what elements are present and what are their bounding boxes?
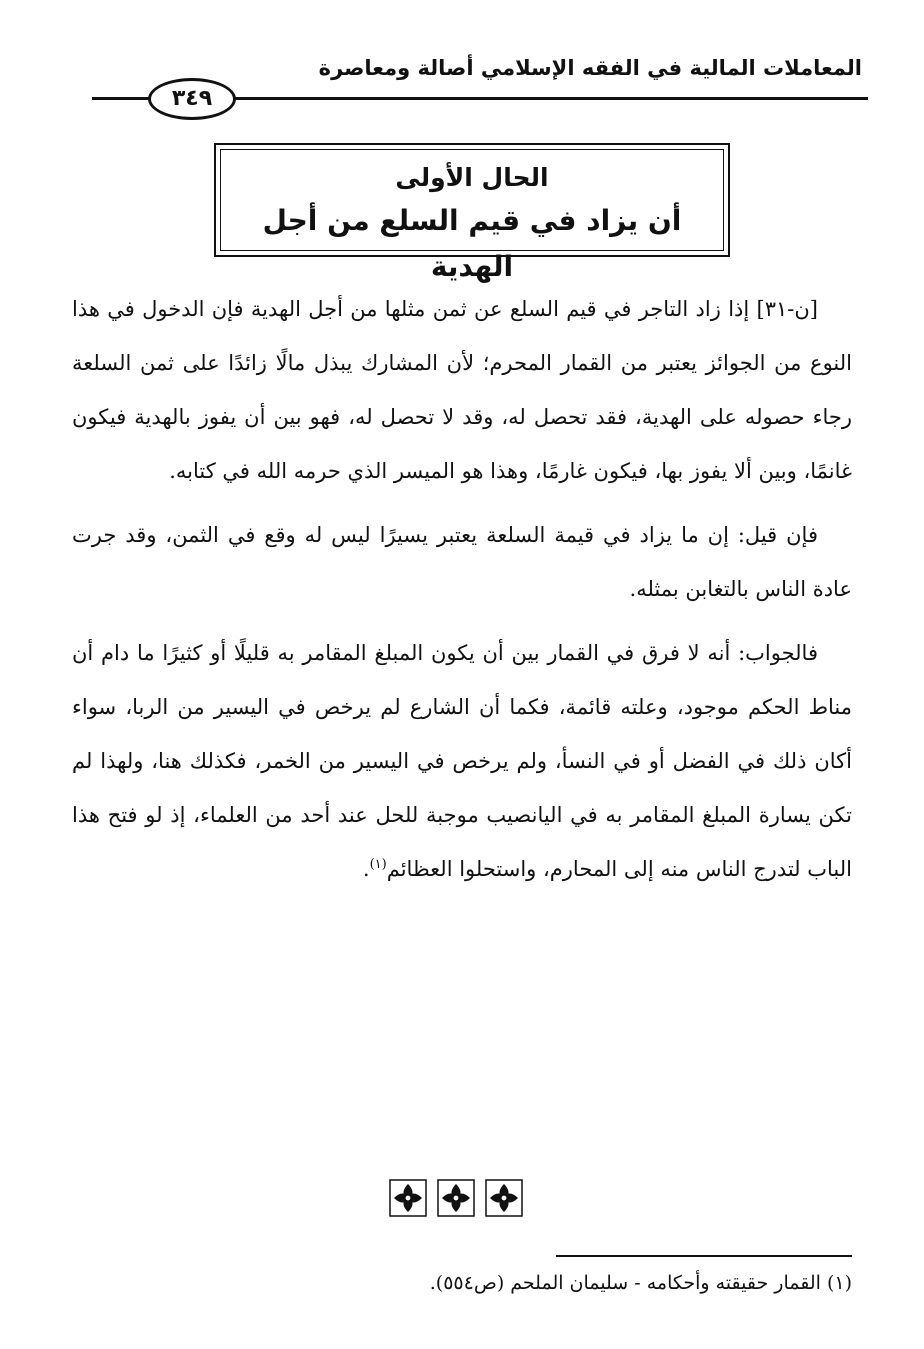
floral-ornament-icon — [436, 1178, 476, 1218]
footnote-reference: (١) — [369, 857, 387, 872]
floral-ornament-icon — [484, 1178, 524, 1218]
paragraph-2: فإن قيل: إن ما يزاد في قيمة السلعة يعتبر يسيرًا ليس له وقع في الثمن، وقد جرت عادة الناس بالتغابن بمثله. — [72, 523, 852, 601]
section-end-ornament — [388, 1178, 524, 1220]
section-title-box — [214, 143, 730, 283]
body-text — [72, 282, 852, 906]
running-header-title: المعاملات المالية في الفقه الإسلامي أصالة ومعاصرة — [318, 56, 862, 80]
section-subtitle: أن يزاد في قيم السلع من أجل الهدية — [262, 204, 682, 283]
paragraph-1: [ن-٣١] إذا زاد التاجر في قيم السلع عن ثمن مثلها من أجل الهدية فإن الدخول في هذا النوع من الجوائز يعتبر من القمار المحرم؛ لأن المشارك يبذل مالًا زائدًا على ثمن السلعة رجاء حصوله على الهدية، فقد تحصل له، وقد لا تحصل له، فهو بين أن يفوز بالهدية فيكون غانمًا، وبين ألا يفوز بها، فيكون غارمًا، وهذا هو الميسر الذي حرمه الله في كتابه. — [72, 297, 852, 483]
page-number: ٣٤٩ — [148, 78, 236, 120]
floral-ornament-icon — [388, 1178, 428, 1218]
paragraph-3-text: فالجواب: أنه لا فرق في القمار بين أن يكون المبلغ المقامر به قليلًا أو كثيرًا ما دام أن مناط الحكم موجود، وعلته قائمة، فكما أن الشارع لم يرخص في اليسير من الربا، سواء أكان ذلك في الفضل أو في النسأ، ولم يرخص في اليسير من الخمر، فكذلك هنا، ولهذا لم تكن يسارة المبلغ المقامر به في اليانصيب موجبة للحل عند أحد من العلماء، إذ لو فتح هذا الباب لتدرج الناس منه إلى المحارم، واستحلوا العظائم — [72, 641, 852, 881]
paragraph-3 — [72, 626, 852, 896]
footnote: (١) القمار حقيقته وأحكامه - سليمان الملحم (ص٥٥٤). — [429, 1272, 852, 1294]
paragraph-3-end: . — [362, 857, 370, 881]
footnote-rule — [556, 1255, 852, 1257]
section-title: الحال الأولى — [395, 163, 549, 192]
section-title-frame — [220, 149, 724, 283]
